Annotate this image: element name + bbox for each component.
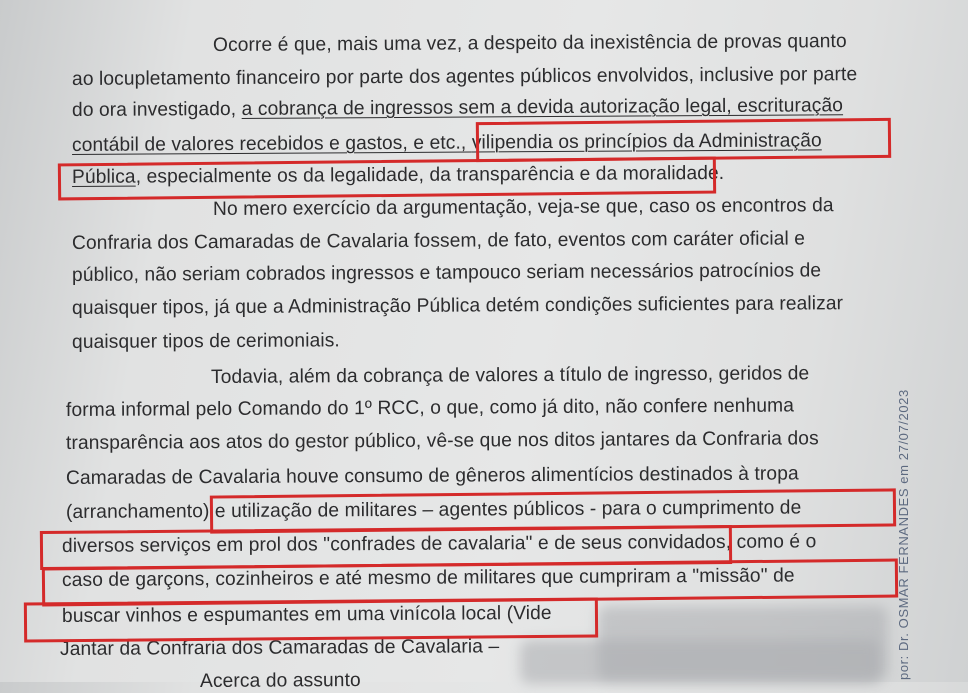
text-line-13: transparência aos atos do gestor público, vê-se que nos ditos jantares da Confraria dos [65,427,819,454]
text-line-2: ao locupletamento financeiro por parte dos agentes públicos envolvidos, inclusive por parte [71,63,858,90]
text-line-3 [72,94,843,122]
text-line-19: Jantar da Confraria dos Camaradas de Cavalaria – [59,635,500,660]
text-line-18: buscar vinhos e espumantes em uma vinícola local (Vide [61,601,552,627]
underlined-phrase: a cobrança de ingressos sem a devida autorização legal, escrituração [241,94,844,120]
text-line-16: diversos serviços em prol dos "confrades de cavalaria" e de seus convidados, como é o [61,530,817,557]
text-line-11: Todavia, além da cobrança de valores a título de ingresso, geridos de [210,362,810,388]
signature-stamp [896,360,926,680]
redacted-area-lower [520,640,880,684]
text-line-17: caso de garçons, cozinheiros e até mesmo de militares que cumpriram a "missão" de [61,564,795,591]
highlight-box-1 [476,118,891,162]
text-line-20: Acerca do assunto [199,669,361,692]
text-line-14: Camaradas de Cavalaria houve consumo de gêneros alimentícios destinados à tropa [65,462,799,489]
text-line-7: Confraria dos Camaradas de Cavalaria fossem, de fato, eventos com caráter oficial e [71,227,806,254]
highlighted-phrase-end: , especialmente os da legalidade, da transparência e da moralidade. [135,161,725,188]
highlighted-phrase-start: vilipendia os princípios da Administração [471,129,822,154]
text-line-3-start: do ora investigado, [71,97,242,121]
signature-stamp-text: por: Dr. OSMAR FERNANDES em 27/07/2023 [896,389,911,680]
text-line-6: No mero exercício da argumentação, veja-se que, caso os encontros da [212,194,834,220]
highlighted-word: Pública [71,165,136,188]
text-line-1: Ocorre é que, mais uma vez, a despeito da inexistência de provas quanto [212,30,847,56]
underlined-phrase-continued: contábil de valores recebidos e gastos, e etc., [71,131,472,156]
highlight-box-6 [24,597,598,642]
highlight-box-2 [58,157,716,201]
text-line-9: quaisquer tipos, já que a Administração Pública detém condições suficientes para realizar [71,292,844,319]
text-line-10: quaisquer tipos de cerimoniais. [71,329,340,353]
text-line-15: (arranchamento) e utilização de militares – agentes públicos - para o cumprimento de [65,496,802,523]
text-line-12: forma informal pelo Comando do 1º RCC, o que, como já dito, não confere nenhuma [65,394,795,421]
text-line-8: público, não seriam cobrados ingressos e tampouco seriam necessários patrocínios de [71,259,822,286]
